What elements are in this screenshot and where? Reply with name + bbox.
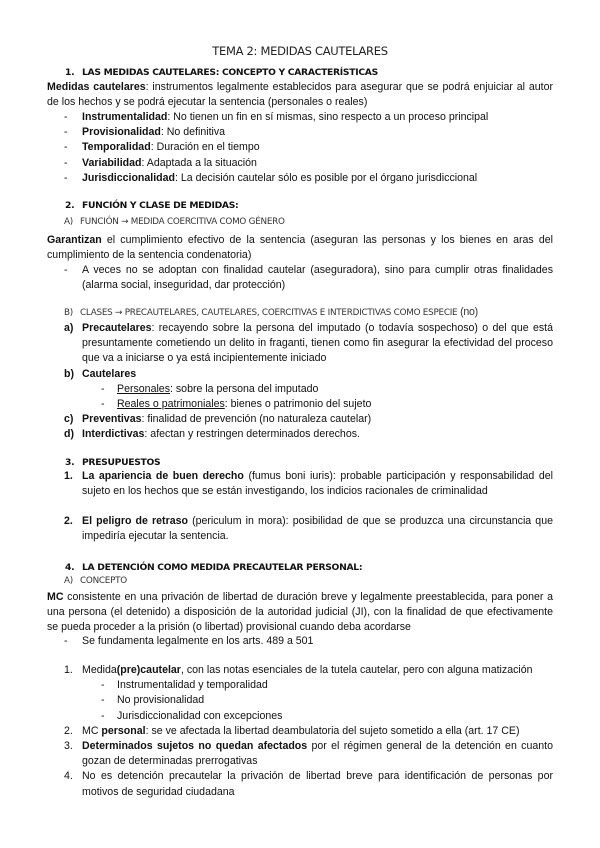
list-item: - Se fundamenta legalmente en los arts. 489 a 501 bbox=[64, 635, 314, 647]
mc-definition bbox=[47, 80, 553, 110]
garantizan-paragraph: Garantizan el cumplimiento efectivo de la sentencia (aseguran las personas y los bienes en aras del cumplimiento de la sentencia condenatoria) bbox=[47, 234, 553, 262]
section-title: LAS MEDIDAS CAUTELARES: CONCEPTO Y CARACTERÍSTICAS bbox=[82, 67, 378, 78]
section-1-heading bbox=[47, 66, 553, 79]
list-item: c) Preventivas: finalidad de prevención (no naturaleza cautelar) bbox=[64, 413, 372, 426]
list-item: - Jurisdiccionalidad: La decisión cautelar sólo es posible por el órgano jurisdiccional bbox=[64, 171, 478, 184]
mc-list bbox=[47, 634, 553, 649]
section-4-heading: 4. LA DETENCIÓN COMO MEDIDA PRECAUTELAR PERSONAL: bbox=[65, 562, 363, 573]
mc-paragraph: MC consistente en una privación de libertad de duración breve y legalmente preestablecida, para poner a una persona (el detenido) a disposición de la autoridad judicial (JI), con la finalidad de que efectivamente se pueda proceder a la prisión (o libertad) provisional cuando deba acordarse bbox=[47, 591, 553, 634]
list-item: - Temporalidad: Duración en el tiempo bbox=[64, 141, 260, 154]
list-item: - Provisionalidad: No definitiva bbox=[64, 126, 226, 139]
list-item: 4. No es detención precautelar la privación de libertad breve para identificación de personas por motivos de seguridad ciudadana bbox=[64, 770, 553, 798]
notes-list bbox=[47, 663, 553, 800]
clases-list bbox=[47, 321, 553, 443]
section-number: 1. bbox=[65, 67, 75, 78]
characteristics-list bbox=[47, 110, 553, 186]
subsection-a-concepto: A) CONCEPTO bbox=[64, 576, 127, 586]
definition-text: : instrumentos legalmente establecidos para asegurar que se podrá enjuiciar al autor de los hechos y se podrá ejecutar la sentencia (personales o reales) bbox=[47, 81, 553, 109]
list-item: 2. MC personal: se ve afectada la libertad deambulatoria del sujeto sometido a ella (art. 17 CE) bbox=[64, 724, 520, 737]
list-item: - Jurisdiccionalidad con excepciones bbox=[101, 709, 283, 722]
document-title: TEMA 2: MEDIDAS CAUTELARES bbox=[212, 44, 388, 58]
section-2-heading: 2. FUNCIÓN Y CLASE DE MEDIDAS: bbox=[65, 200, 239, 211]
list-item: - A veces no se adoptan con finalidad cautelar (aseguradora), sino para cumplir otras finalidades (alarma social, inseguridad, dar protección) bbox=[64, 264, 553, 292]
subsection-a: A) FUNCIÓN → MEDIDA COERCITIVA COMO GÉNERO bbox=[64, 217, 285, 227]
list-item: - Reales o patrimoniales: bienes o patrimonio del sujeto bbox=[101, 398, 372, 411]
list-item: - No provisionalidad bbox=[101, 694, 205, 707]
section-3-heading: 3. PRESUPUESTOS bbox=[65, 457, 161, 468]
list-item: d) Interdictivas: afectan y restringen determinados derechos. bbox=[64, 428, 360, 441]
list-item: - Variabilidad: Adaptada a la situación bbox=[64, 156, 257, 169]
list-item: - Personales: sobre la persona del imputado bbox=[101, 382, 319, 395]
subsection-b: B) CLASES → PRECAUTELARES, CAUTELARES, COERCITIVAS E INTERDICTIVAS COMO ESPECIE (no) bbox=[64, 306, 478, 318]
list-item: - Instrumentalidad y temporalidad bbox=[101, 679, 268, 692]
presupuestos-item-2: 2. El peligro de retraso (periculum in mora): posibilidad de que se produzca una circunstancia que impediría ejecutar la sentencia. bbox=[64, 515, 553, 543]
presupuestos-item-1: 1. La apariencia de buen derecho (fumus boni iuris): probable participación y responsabilidad del sujeto en los hechos que se están investigando, los indicios racionales de criminalidad bbox=[64, 470, 553, 498]
list-item: - Instrumentalidad: No tienen un fin en sí mismas, sino respecto a un proceso principal bbox=[64, 111, 489, 123]
list-item: b) Cautelares bbox=[64, 367, 137, 380]
list-item: 3. Determinados sujetos no quedan afectados por el régimen general de la detención en cuanto gozan de determinadas prerrogativas bbox=[64, 740, 553, 768]
garantizan-list bbox=[47, 263, 553, 293]
list-item: a) Precautelares: recayendo sobre la persona del imputado (o todavía sospechoso) o del que está presuntamente cometiendo un delito in fraganti, tienen como fin asegurar la efectividad del proceso que va a iniciarse o ya está incipientemente iniciado bbox=[64, 322, 553, 365]
term: Medidas cautelares bbox=[47, 81, 146, 93]
list-item: 1. Medida(pre)cautelar, con las notas esenciales de la tutela cautelar, pero con alguna matización bbox=[64, 664, 533, 676]
